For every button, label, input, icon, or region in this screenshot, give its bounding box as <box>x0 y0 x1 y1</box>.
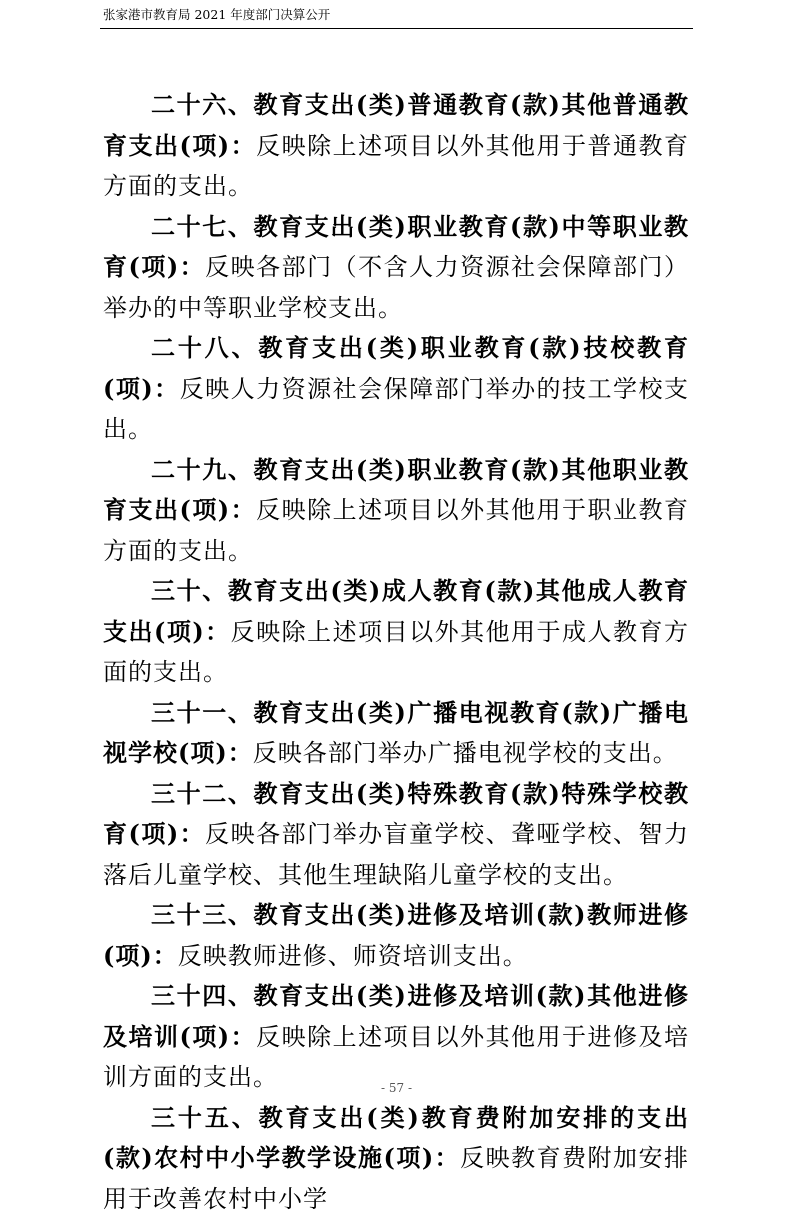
paragraph-35 <box>103 1098 689 1219</box>
document-header: 张家港市教育局 2021 年度部门决算公开 <box>103 5 330 23</box>
item-heading: 三十、教育支出(类)成人教育(款)其他成人教育支出(项)： <box>103 576 689 646</box>
item-body: 反映除上述项目以外其他用于普通教育方面的支出。 <box>103 132 689 201</box>
item-heading: 二十九、教育支出(类)职业教育(款)其他职业教育支出(项)： <box>103 455 689 525</box>
item-heading: 三十四、教育支出(类)进修及培训(款)其他进修及培训(项)： <box>103 981 689 1051</box>
item-body: 反映除上述项目以外其他用于成人教育方面的支出。 <box>103 618 689 687</box>
page-number: - 57 - <box>0 1081 793 1095</box>
paragraph-34 <box>103 976 689 1098</box>
item-heading: 三十一、教育支出(类)广播电视教育(款)广播电视学校(项)： <box>103 698 689 768</box>
header-rule <box>100 28 693 29</box>
item-body: 反映各部门举办盲童学校、聋哑学校、智力落后儿童学校、其他生理缺陷儿童学校的支出。 <box>103 820 689 889</box>
document-body <box>103 85 689 1219</box>
item-heading: 三十三、教育支出(类)进修及培训(款)教师进修(项)： <box>103 900 689 970</box>
item-body: 反映各部门（不含人力资源社会保障部门）举办的中等职业学校支出。 <box>103 253 689 322</box>
item-heading: 三十五、教育支出(类)教育费附加安排的支出(款)农村中小学教学设施(项)： <box>103 1103 689 1173</box>
item-body: 反映教育费附加安排用于改善农村中小学 <box>103 1144 689 1213</box>
paragraph-29 <box>103 450 689 572</box>
paragraph-26 <box>103 85 689 207</box>
paragraph-32 <box>103 774 689 896</box>
paragraph-28 <box>103 328 689 450</box>
paragraph-31 <box>103 693 689 774</box>
item-heading: 二十七、教育支出(类)职业教育(款)中等职业教育(项)： <box>103 212 689 282</box>
item-heading: 二十八、教育支出(类)职业教育(款)技校教育(项)： <box>103 333 689 403</box>
item-body: 反映除上述项目以外其他用于职业教育方面的支出。 <box>103 496 689 565</box>
paragraph-27 <box>103 207 689 329</box>
item-body: 反映各部门举办广播电视学校的支出。 <box>253 739 678 767</box>
item-body: 反映教师进修、师资培训支出。 <box>178 942 528 970</box>
item-body: 反映除上述项目以外其他用于进修及培训方面的支出。 <box>103 1023 689 1092</box>
paragraph-33 <box>103 895 689 976</box>
item-heading: 二十六、教育支出(类)普通教育(款)其他普通教育支出(项)： <box>103 90 689 160</box>
item-body: 反映人力资源社会保障部门举办的技工学校支出。 <box>103 375 689 444</box>
item-heading: 三十二、教育支出(类)特殊教育(款)特殊学校教育(项)： <box>103 779 689 849</box>
paragraph-30 <box>103 571 689 693</box>
